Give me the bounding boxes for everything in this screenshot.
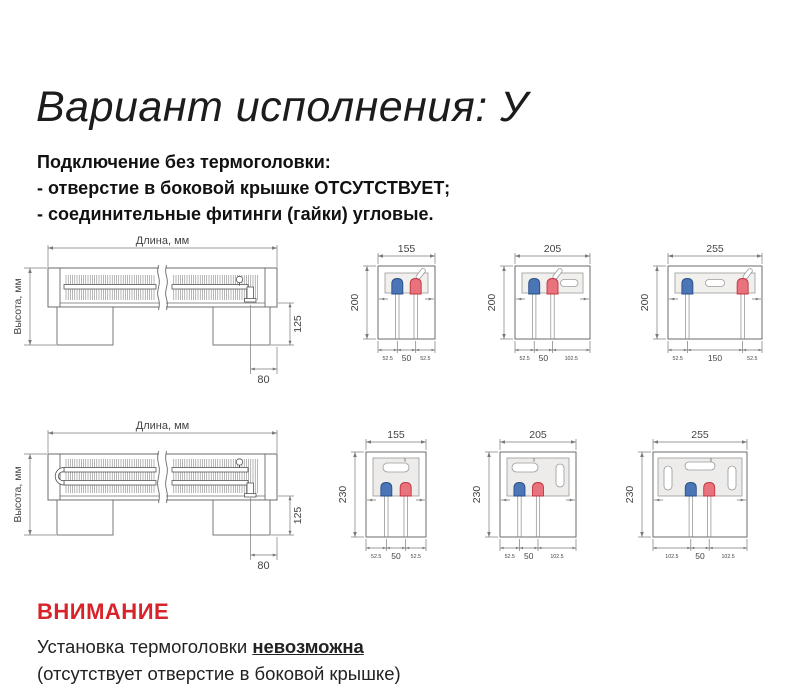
pipe-left-offset-label: 52.5 <box>519 356 530 362</box>
cross-section-205x200 <box>485 240 606 385</box>
width-dim-label: 155 <box>397 243 416 255</box>
pipe-spacing-label: 50 <box>695 551 705 561</box>
section-drawing-255x200 <box>638 240 778 385</box>
pipe-height-dim-label: 125 <box>292 315 304 333</box>
section-drawing-155x230 <box>336 426 442 583</box>
slot-mark-label: 8 <box>403 457 407 463</box>
height-dim-label: Высота, мм <box>12 466 24 523</box>
warning-line1-emphasis: невозможна <box>252 636 364 657</box>
pipe-spacing-label: 50 <box>391 551 401 561</box>
side-view-single-row <box>10 232 332 398</box>
pipe-left-offset-label: 102.5 <box>665 554 679 560</box>
intro-bullet-1: - отверстие в боковой крышке ОТСУТСТВУЕТ; <box>37 178 451 198</box>
height-dim-label: 200 <box>486 293 498 312</box>
section-drawing-155x200 <box>348 240 451 385</box>
pipe-left-offset-label: 52.5 <box>371 554 382 560</box>
pipe-height-dim-label: 125 <box>292 506 304 525</box>
supply-valve-icon <box>381 483 392 497</box>
supply-valve-icon <box>514 483 525 497</box>
height-dim-label: 230 <box>471 485 483 504</box>
air-vent-icon <box>236 276 242 282</box>
air-vent-icon <box>236 459 242 465</box>
leg-offset-dim-label: 80 <box>257 374 270 386</box>
cross-section-255x200 <box>638 240 778 385</box>
section-drawing-205x200 <box>485 240 606 385</box>
pipe-right-offset-label: 52.5 <box>420 356 431 362</box>
pipe-spacing-label: 50 <box>523 551 534 561</box>
height-dim-label: Высота, мм <box>12 278 24 335</box>
width-dim-label: 255 <box>706 243 724 255</box>
slot-mark-label: 8 <box>532 457 536 463</box>
pipe-spacing-label: 150 <box>707 353 723 363</box>
return-valve-icon <box>737 279 748 295</box>
pipe-left-offset-label: 52.5 <box>382 356 393 362</box>
section-drawing-255x230 <box>623 426 763 583</box>
supply-valve-icon <box>392 279 403 295</box>
height-dim-label: 230 <box>624 485 636 504</box>
return-valve-icon <box>533 483 544 497</box>
height-dim-label: 200 <box>349 293 361 312</box>
return-valve-icon <box>410 279 421 295</box>
side-view-drawing-row2 <box>10 412 332 590</box>
width-dim-label: 255 <box>691 429 709 441</box>
width-dim-label: 155 <box>387 429 405 441</box>
pipe-spacing-label: 50 <box>538 353 549 363</box>
section-drawing-205x230 <box>470 426 592 583</box>
intro-bullet-2: - соединительные фитинги (гайки) угловые. <box>37 204 434 224</box>
cross-section-155x230 <box>336 426 442 583</box>
page-title: Вариант исполнения: У <box>36 82 529 131</box>
height-dim-label: 230 <box>337 485 349 504</box>
length-dim-label: Длина, мм <box>135 235 190 247</box>
cross-section-255x230 <box>623 426 763 583</box>
supply-valve-icon <box>685 483 696 497</box>
warning-line1-prefix: Установка термоголовки <box>37 636 253 657</box>
warning-line-2: (отсутствует отверстие в боковой крышке) <box>37 663 401 684</box>
cross-section-155x200 <box>348 240 451 385</box>
supply-valve-icon <box>529 279 540 295</box>
return-valve-icon <box>547 279 558 295</box>
intro-block <box>37 149 450 227</box>
elbow-fitting-icon <box>245 494 257 498</box>
width-dim-label: 205 <box>529 429 547 441</box>
intro-heading: Подключение без термоголовки: <box>37 152 331 172</box>
side-view-double-row <box>10 412 332 590</box>
cross-section-205x230 <box>470 426 592 583</box>
return-valve-icon <box>400 483 411 497</box>
length-dim-label: Длина, мм <box>135 420 190 432</box>
slot-mark-label: 8 <box>709 457 713 463</box>
height-dim-label: 200 <box>639 293 651 312</box>
supply-valve-icon <box>682 279 693 295</box>
return-valve-icon <box>704 483 715 497</box>
pipe-left-offset-label: 52.5 <box>504 554 515 560</box>
width-dim-label: 205 <box>543 243 562 255</box>
pipe-right-offset-label: 102.5 <box>550 554 564 560</box>
warning-heading: ВНИМАНИЕ <box>37 599 170 624</box>
leg-offset-dim-label: 80 <box>257 560 270 572</box>
warning-line-1 <box>37 633 401 660</box>
warning-note <box>37 633 401 687</box>
pipe-right-offset-label: 52.5 <box>410 554 421 560</box>
pipe-right-offset-label: 52.5 <box>747 356 758 362</box>
pipe-right-offset-label: 102.5 <box>564 356 578 362</box>
pipe-left-offset-label: 52.5 <box>672 356 683 362</box>
elbow-fitting-icon <box>245 299 257 303</box>
side-view-drawing-row1 <box>10 232 332 398</box>
pipe-right-offset-label: 102.5 <box>721 554 735 560</box>
pipe-spacing-label: 50 <box>401 353 412 363</box>
